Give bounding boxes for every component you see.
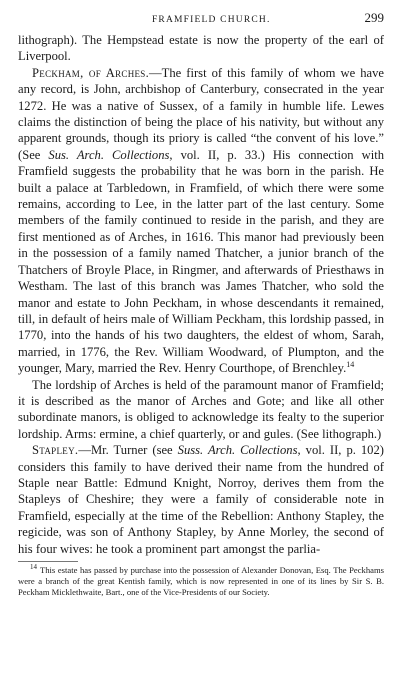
footnote-divider [18,561,78,562]
book-page [18,10,384,598]
footnote-text: This estate has passed by purchase into the possession of Alexander Donovan, Esq. The Peckhams were a branch of the great Kentish family, which is now represented in one of its lines by Sir S. B. Peckham Micklethwaite, Bart., one of the Vice-Presidents of our Society. [18,565,384,597]
paragraph-text: lithograph). The Hempstead estate is now the property of the earl of Liverpool. [18,33,384,64]
running-title: FRAMFIELD CHURCH. [151,15,271,25]
section-heading-peckham: Peckham, of Arches. [32,65,150,80]
paragraph-text: The lordship of Arches is held of the paramount manor of Framfield; it is described as the manor of Arches and Gote; and like all other subordinate manors, is obliged to acknowledge its fealty to the superior lordship. Arms: ermine, a chief quarterly, or and gules. (See lithograph.) [18,377,384,441]
footnote-reference[interactable]: 14 [346,359,355,369]
paragraph-lordship [18,377,384,443]
paragraph-peckham [18,65,384,377]
paragraph-text: —The first of this family of whom we have any record, is John, archbishop of Canterbury, consecrated in the year 1272. He was a native of Sussex, of a family in humble life. Lewes claims the distinction of being the place of his nativity, but without any apparent grounds, though its priory is called “the convent of his love.” (See [18,65,384,162]
citation-title: Sus. Arch. Collections [48,147,170,162]
footnote [18,565,384,598]
paragraph-text-cont: , vol. II, p. 33.) His connection with Framfield suggests the probability that he was born in the parish. He built a palace at Tarbledown, in Framfield, of which there were some remains, according to Lee, in the latter part of the last century. Some members of the family continued to reside in the parish, and they are first mentioned as of Arches, in 1616. This manor had previously been in the possession of a family named Thatcher, a junior branch of the Thatchers of Broyle Place, in Ringmer, and afterwards of Priesthaws in Westham. The last of this branch was James Thatcher, who sold the manor and estate to John Peckham, in whose descendants it remained, till, in default of heirs male of William Peckham, this lordship passed, in 1770, into the hands of his two daughters, the eldest of whom, Sarah, married, in 1776, the Rev. William Woodward, of Plumpton, and the younger, Mary, married the Rev. Henry Courthope, of Brenchley. [18,147,385,376]
body-text [18,32,384,557]
page-number: 299 [364,10,384,25]
paragraph-hempstead [18,32,384,65]
citation-title: Suss. Arch. Collections [177,443,298,458]
section-heading-stapley: Stapley. [32,443,79,458]
paragraph-stapley [18,442,384,557]
running-header [18,10,384,30]
paragraph-text: —Mr. Turner (see [78,443,178,458]
footnote-number: 14 [30,563,37,572]
paragraph-text-cont: , vol. II, p. 102) considers this family to have derived their name from the hundred of Staple near Battle: Edmund Knight, Norroy, derives them from the Stapleys of Cheshire; they were a family of considerable note in Framfield, especially at the time of the Rebellion: Anthony Stapley, the regicide, was son of Anthony Stapley, by Anne Morley, the second of his four wives: he took a prominent part amongst the parlia- [18,443,384,556]
